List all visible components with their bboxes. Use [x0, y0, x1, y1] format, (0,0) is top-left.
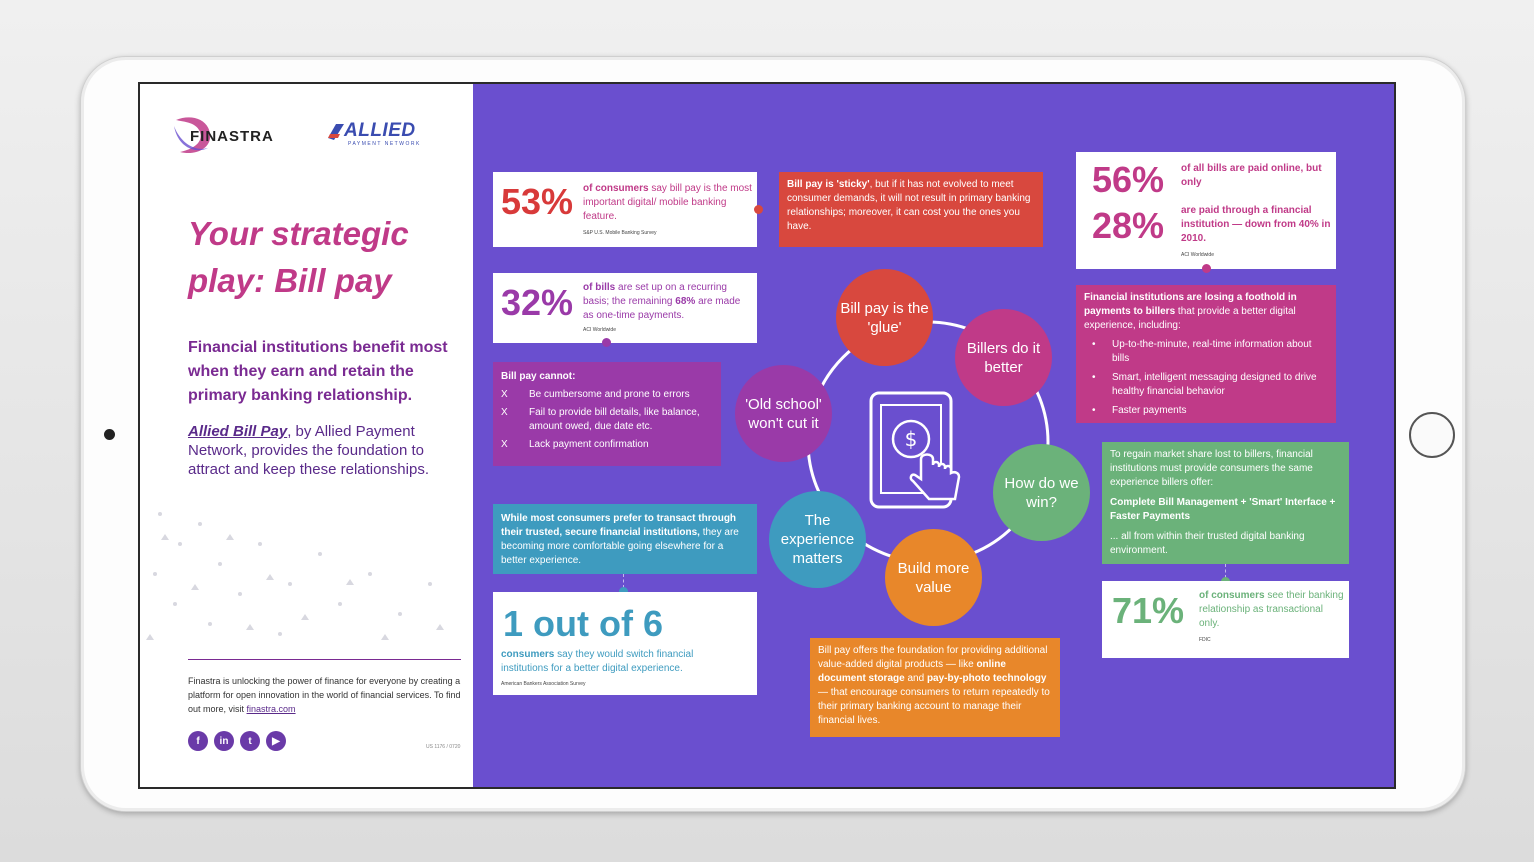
- social-links: [188, 731, 288, 753]
- stat-text: [1199, 589, 1344, 631]
- stat-body: are set up on a recurring basis; the remaining: [583, 282, 727, 307]
- list-item: • Up-to-the-minute, real-time information about bills: [1084, 338, 1328, 366]
- stat-source: ACI Worldwide: [1181, 252, 1214, 258]
- list-item: [501, 388, 713, 402]
- list-item: [501, 406, 713, 434]
- stat-value-56: 56%: [1092, 159, 1165, 200]
- regain-text: To regain market share lost to billers, financial institutions must provide consumers the same experience billers offer:: [1110, 449, 1313, 488]
- stat-source: S&P U.S. Mobile Banking Survey: [583, 230, 657, 236]
- stat-value: 71%: [1112, 590, 1185, 631]
- stat-value: 53%: [501, 181, 574, 222]
- connector-dot: [1202, 264, 1211, 273]
- stat-body: say bill pay is the most important digital/ mobile banking feature.: [583, 183, 752, 222]
- stat-body: say they would switch financial institutions for a better digital experience.: [501, 649, 694, 674]
- cycle-node-build-value: Build more value: [885, 529, 982, 626]
- stat-body2: are made as one-time payments.: [583, 296, 741, 321]
- footer-text: [188, 674, 463, 716]
- stat-source: American Bankers Association Survey: [501, 681, 586, 687]
- finastra-logo: [170, 112, 280, 160]
- cannot-heading: Bill pay cannot:: [501, 371, 576, 382]
- stat-bold: consumers: [501, 649, 555, 660]
- allied-logo: [326, 120, 426, 150]
- list-item: • Faster payments: [1084, 404, 1328, 418]
- bottom-bold-1: online document storage: [818, 659, 1006, 684]
- cycle-node-glue: Bill pay is the 'glue': [836, 269, 933, 366]
- left-panel: [140, 84, 473, 787]
- bottom-text-1: Bill pay offers the foundation for providing additional value-added digital products — like: [818, 645, 1048, 670]
- stat-text: [501, 648, 741, 676]
- list-item: [501, 438, 713, 452]
- allied-paragraph: [188, 422, 463, 479]
- cycle-node-how-win: How do we win?: [993, 444, 1090, 541]
- twitter-icon[interactable]: t: [240, 731, 260, 751]
- document-code: US 1176 / 0720: [426, 744, 461, 750]
- stat-card-71: [1102, 581, 1349, 658]
- list-item-text: Fail to provide bill details, like balance, amount owed, due date etc.: [529, 407, 700, 432]
- regain-text2: ... all from within their trusted digital banking environment.: [1110, 531, 1305, 556]
- home-button[interactable]: [1409, 412, 1455, 458]
- stat-value: 32%: [501, 282, 574, 323]
- stat-bold: of bills: [583, 282, 616, 293]
- sticky-bold: Bill pay is 'sticky': [787, 179, 870, 190]
- x-marker: X: [501, 439, 508, 450]
- allied-paragraph-text: , by Allied Payment Network, provides the foundation to attract and keep these relationships.: [188, 423, 429, 478]
- stat-card-53: [493, 172, 757, 247]
- bill-pay-cannot-card: [493, 362, 721, 466]
- trust-text: they are becoming more comfortable going elsewhere for a better experience.: [501, 527, 739, 566]
- list-item-text: Be cumbersome and prone to errors: [529, 389, 690, 400]
- x-marker: X: [501, 389, 508, 400]
- regain-card: [1102, 442, 1349, 564]
- allied-sub-wordmark: PAYMENT NETWORK: [348, 141, 421, 147]
- cycle-node-billers: Billers do it better: [955, 309, 1052, 406]
- stat-card-56-28: [1076, 152, 1336, 269]
- stat-text-28: are paid through a financial institution — down from 40% in 2010.: [1181, 205, 1331, 244]
- finastra-wordmark: FINASTRA: [190, 128, 274, 145]
- x-marker: X: [501, 407, 508, 418]
- stat-text-56: of all bills are paid online, but only: [1181, 163, 1322, 188]
- camera-icon: [104, 429, 115, 440]
- stat-text: [583, 182, 753, 224]
- foothold-bold: Financial institutions are losing a foothold in payments to billers: [1084, 292, 1297, 317]
- connector-line: [623, 574, 624, 588]
- trust-card: [493, 504, 757, 574]
- stat-bold: of consumers: [1199, 590, 1265, 601]
- linkedin-icon[interactable]: in: [214, 731, 234, 751]
- bottom-text-2: and: [904, 673, 927, 684]
- stat-text: [583, 281, 753, 323]
- bottom-text-3: — that encourage consumers to return repeatedly to their primary banking account to manage their financial lives.: [818, 687, 1050, 726]
- decorative-dots: [140, 484, 473, 654]
- footer-divider: [188, 659, 461, 660]
- svg-text:$: $: [904, 427, 918, 451]
- tablet-screen: [138, 82, 1396, 789]
- stat-body: see their banking relationship as transactional only.: [1199, 590, 1344, 629]
- list-item: • Smart, intelligent messaging designed to drive healthy financial behavior: [1084, 371, 1328, 399]
- youtube-icon[interactable]: ▶: [266, 731, 286, 751]
- foothold-card: [1076, 285, 1336, 423]
- foothold-intro: [1084, 291, 1328, 333]
- allied-arrow-icon: [326, 122, 346, 142]
- stat-source: FDIC: [1199, 637, 1211, 643]
- sticky-card: [779, 172, 1043, 247]
- cycle-node-experience: The experience matters: [769, 491, 866, 588]
- trust-bold: While most consumers prefer to transact through their trusted, secure financial institutions,: [501, 513, 737, 538]
- stat-card-1-of-6: [493, 592, 757, 695]
- allied-bill-pay-link[interactable]: Allied Bill Pay: [188, 423, 288, 440]
- intro-text: Financial institutions benefit most when they earn and retain the primary banking relationship.: [188, 339, 448, 404]
- allied-wordmark: ALLIED: [344, 120, 416, 141]
- connector-dot: [754, 205, 763, 214]
- foothold-text: that provide a better digital experience, including:: [1084, 306, 1296, 331]
- connector-line: [1225, 564, 1226, 578]
- foothold-list: [1084, 338, 1328, 418]
- regain-bold: Complete Bill Management + 'Smart' Interface + Faster Payments: [1110, 497, 1336, 522]
- stat-bold2: 68%: [675, 296, 696, 307]
- bottom-bold-2: pay-by-photo technology: [926, 673, 1047, 684]
- infographic-panel: [473, 84, 1394, 787]
- stat-bold: of consumers: [583, 183, 649, 194]
- build-value-card: [810, 638, 1060, 737]
- stat-source: ACI Worldwide: [583, 327, 616, 333]
- stat-value: 1 out of 6: [503, 603, 663, 644]
- page-title: Your strategic play: Bill pay: [188, 215, 409, 299]
- cycle-node-old-school: 'Old school' won't cut it: [735, 365, 832, 462]
- finastra-link[interactable]: finastra.com: [246, 704, 296, 714]
- tablet-dollar-tap-icon: [863, 389, 973, 514]
- sticky-text: , but if it has not evolved to meet consumer demands, it will not result in primary banking relationships; moreover, it can cost you the ones you have.: [787, 179, 1031, 232]
- facebook-icon[interactable]: f: [188, 731, 208, 751]
- stat-value-28: 28%: [1092, 205, 1165, 246]
- footer-body: Finastra is unlocking the power of finance for everyone by creating a platform for open innovation in the world of financial services. To find out more, visit: [188, 676, 461, 714]
- list-item-text: Lack payment confirmation: [529, 439, 649, 450]
- connector-dot: [602, 338, 611, 347]
- stat-card-32: [493, 273, 757, 343]
